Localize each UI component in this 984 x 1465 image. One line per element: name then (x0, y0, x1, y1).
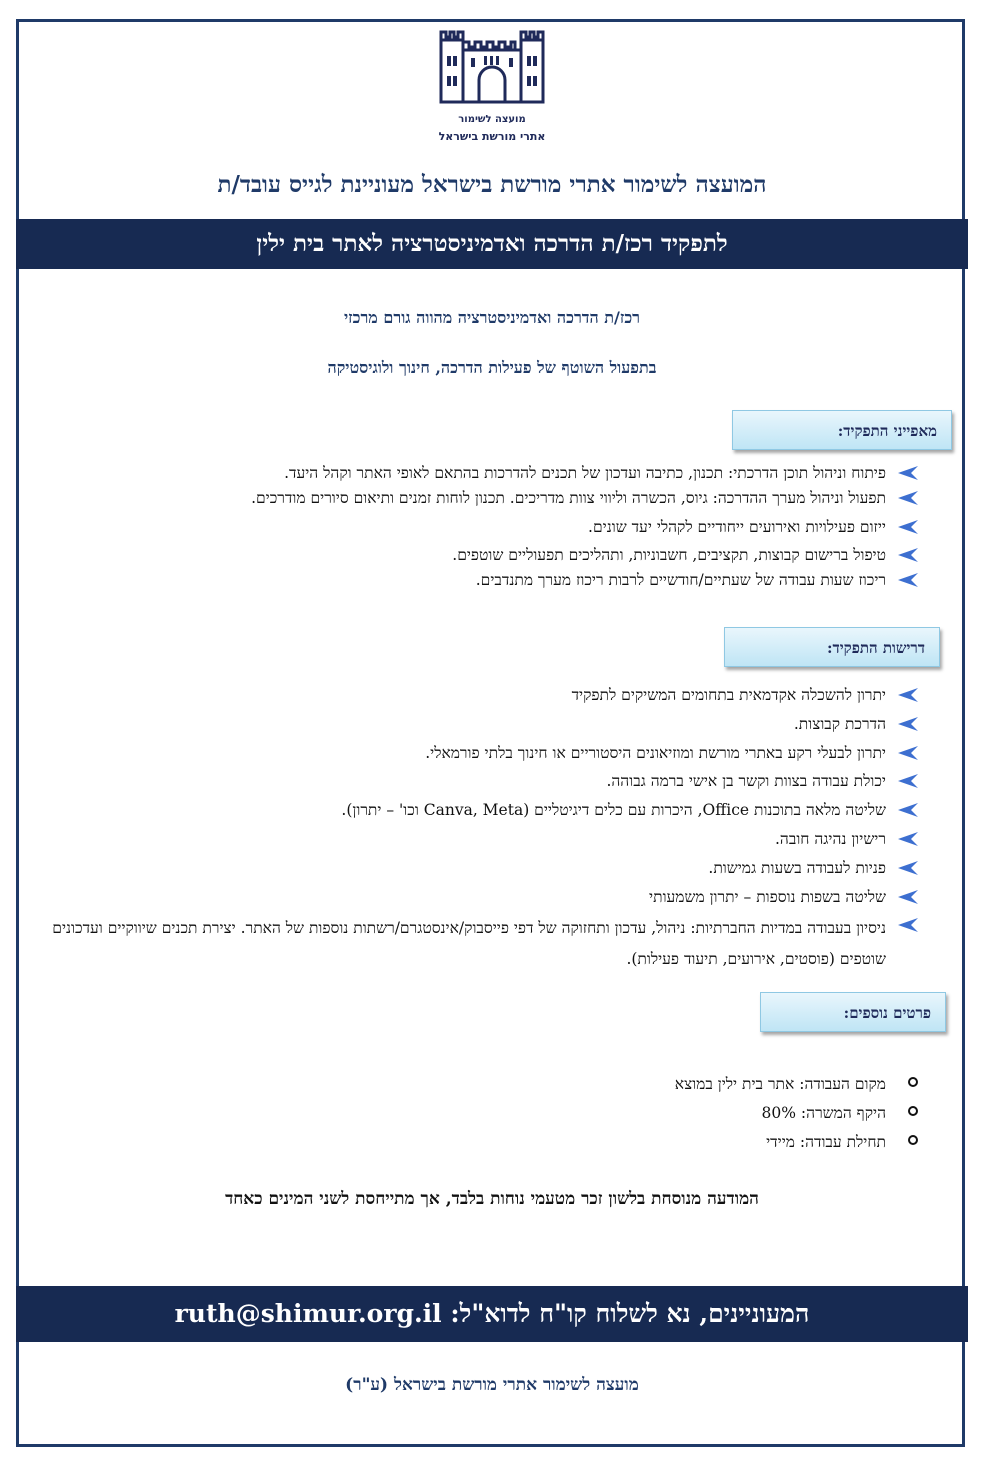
list-item: שליטה מלאה בתוכנות Office, היכרות עם כלים דיגיטליים (Canva, Meta וכו' – יתרון). (38, 798, 918, 823)
footer-org-name: מועצה לשימור אתרי מורשת בישראל (ע"ר) (345, 1375, 639, 1395)
arrow-bullet-icon (896, 802, 918, 818)
list-item: ניסיון בעבודה במדיות החברתיות: ניהול, עדכון ותחזוקה של דפי פייסבוק/אינסטגרם/רשתות נוספות של האתר. יצירת תכנים שיווקיים ועדכונים שוטפים (פוסטים, אירועים, תיעוד פעילות). (38, 913, 918, 973)
arrow-bullet-icon (896, 917, 918, 933)
list-item: הדרכת קבוצות. (38, 712, 918, 737)
arrow-bullet-icon (896, 519, 918, 535)
arrow-bullet-icon (896, 773, 918, 789)
list-item: יכולת עבודה בצוות וקשר בן אישי ברמה גבוהה. (38, 769, 918, 794)
logo-text-line1: מועצה לשימור (458, 114, 526, 125)
list-item: תפעול וניהול מערך ההדרכה: גיוס, הכשרה וליווי צוות מדריכים. תכנון לוחות זמנים ותיאום סיורים מודרכים. (78, 486, 918, 511)
section-title-requirements: דרישות התפקיד: (724, 627, 940, 667)
arrow-bullet-icon (896, 687, 918, 703)
list-item: רישיון נהיגה חובה. (38, 827, 918, 852)
arrow-bullet-icon (896, 745, 918, 761)
arrow-bullet-icon (896, 547, 918, 563)
arrow-bullet-icon (896, 490, 918, 506)
list-item: מקום העבודה: אתר בית ילין במוצא (318, 1072, 918, 1097)
list-item: טיפול ברישום קבוצות, תקציבים, חשבוניות, ותהליכים תפעוליים שוטפים. (78, 543, 918, 568)
section-title-details: פרטים נוספים: (760, 992, 946, 1032)
intro-line1: רכז/ת הדרכה ואדמיניסטרציה מהווה גורם מרכזי (343, 308, 641, 327)
circle-bullet-icon (908, 1077, 918, 1087)
arrow-bullet-icon (896, 716, 918, 732)
disclaimer: המודעה מנוסחת בלשון זכר מטעמי נוחות בלבד, אך מתייחסת לשני המינים כאחד (225, 1189, 759, 1209)
list-item: יתרון להשכלה אקדמאית בתחומים המשיקים לתפקיד (38, 683, 918, 708)
page-title: המועצה לשימור אתרי מורשת בישראל מעוניינת לגייס עובד/ת (217, 171, 767, 198)
characteristics-list (78, 461, 918, 593)
logo-text-line2: אתרי מורשת בישראל (438, 130, 546, 143)
arrow-bullet-icon (896, 860, 918, 876)
arrow-bullet-icon (896, 465, 918, 481)
arrow-bullet-icon (896, 572, 918, 588)
details-list (318, 1072, 918, 1154)
arrow-bullet-icon (896, 889, 918, 905)
list-item: תחילת עבודה: מיידי (318, 1130, 918, 1155)
list-item: היקף המשרה: 80% (318, 1101, 918, 1126)
list-item: ריכוז שעות עבודה של שעתיים/חודשיים לרבות ריכוז מערך מתנדבים. (78, 568, 918, 593)
role-banner: לתפקיד רכז/ת הדרכה ואדמיניסטרציה לאתר בית ילין (16, 219, 968, 269)
intro-line2: בתפעול השוטף של פעילות הדרכה, חינוך ולוגיסטיקה (327, 358, 657, 377)
section-title-characteristics: מאפייני התפקיד: (732, 410, 952, 450)
list-item: יתרון לבעלי רקע באתרי מורשת ומוזיאונים היסטוריים או חינוך בלתי פורמאלי. (38, 741, 918, 766)
contact-banner: המעוניינים, נא לשלוח קו"ח לדוא"ל: ruth@shimur.org.il (16, 1286, 968, 1342)
castle-logo-icon (437, 28, 547, 106)
list-item: ייזום פעילויות ואירועים ייחודיים לקהלי יעד שונים. (78, 515, 918, 540)
arrow-bullet-icon (896, 831, 918, 847)
list-item: פניות לעבודה בשעות גמישות. (38, 856, 918, 881)
list-item: שליטה בשפות נוספות – יתרון משמעותי (38, 885, 918, 910)
logo (0, 28, 984, 106)
requirements-list (38, 683, 918, 974)
circle-bullet-icon (908, 1135, 918, 1145)
list-item: פיתוח וניהול תוכן הדרכתי: תכנון, כתיבה ועדכון של תכנים להדרכות בהתאם לאופי האתר וקהל היעד. (78, 461, 918, 486)
circle-bullet-icon (908, 1106, 918, 1116)
